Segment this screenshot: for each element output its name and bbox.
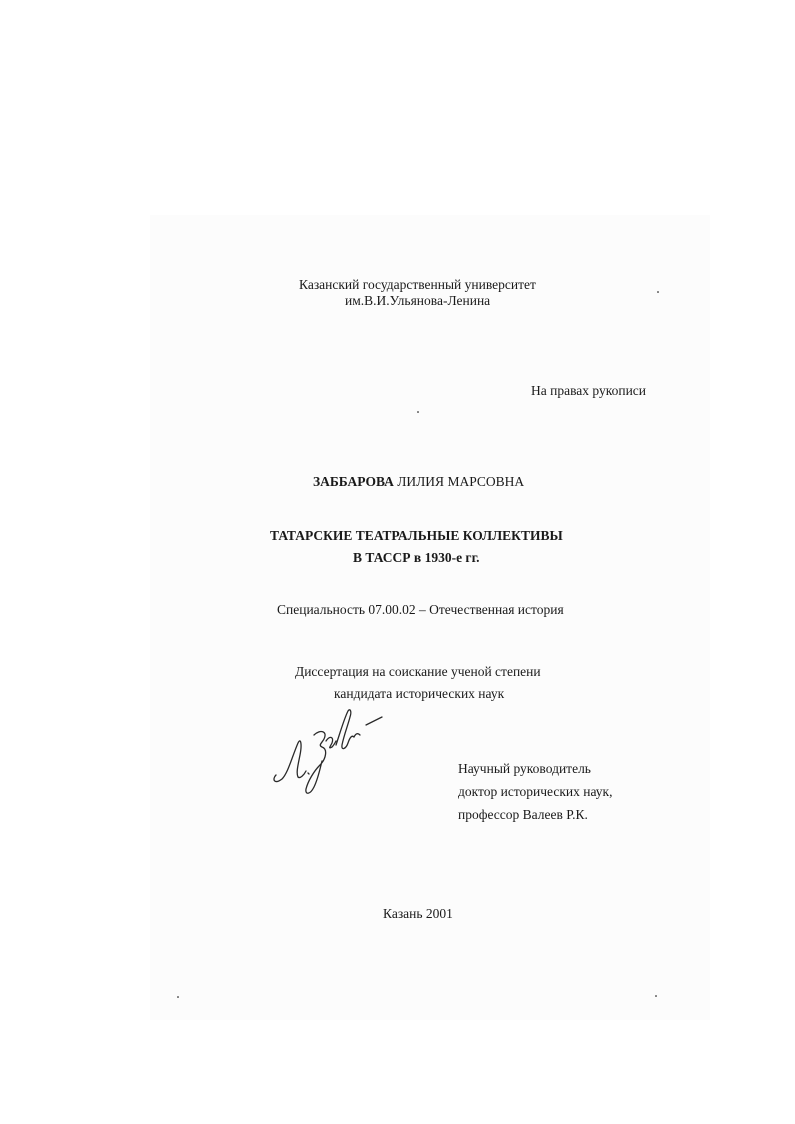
university-name: Казанский государственный университет xyxy=(299,277,536,292)
supervisor-degree: доктор исторических наук, xyxy=(458,784,613,799)
scan-speck xyxy=(177,996,179,998)
handwritten-signature-icon xyxy=(268,705,388,800)
university-honorific: им.В.И.Ульянова-Ленина xyxy=(345,293,491,308)
author-surname: ЗАББАРОВА xyxy=(313,474,394,489)
dissertation-statement-line2: кандидата исторических наук xyxy=(334,686,505,701)
dissertation-statement-line1: Диссертация на соискание ученой степени xyxy=(295,664,541,679)
scan-speck xyxy=(655,995,657,997)
author-name xyxy=(313,474,524,490)
scan-speck xyxy=(417,411,419,413)
manuscript-rights-note: На правах рукописи xyxy=(531,383,647,398)
scan-speck xyxy=(657,291,659,293)
author-given-names: ЛИЛИЯ МАРСОВНА xyxy=(397,474,525,489)
supervisor-name: профессор Валеев Р.К. xyxy=(458,807,588,822)
supervisor-title: Научный руководитель xyxy=(458,761,591,776)
dissertation-title-line2: В ТАССР в 1930-е гг. xyxy=(353,550,480,565)
specialty-line: Специальность 07.00.02 – Отечественная история xyxy=(277,602,564,617)
place-and-year: Казань 2001 xyxy=(383,906,453,921)
dissertation-title-line1: ТАТАРСКИЕ ТЕАТРАЛЬНЫЕ КОЛЛЕКТИВЫ xyxy=(270,528,563,543)
